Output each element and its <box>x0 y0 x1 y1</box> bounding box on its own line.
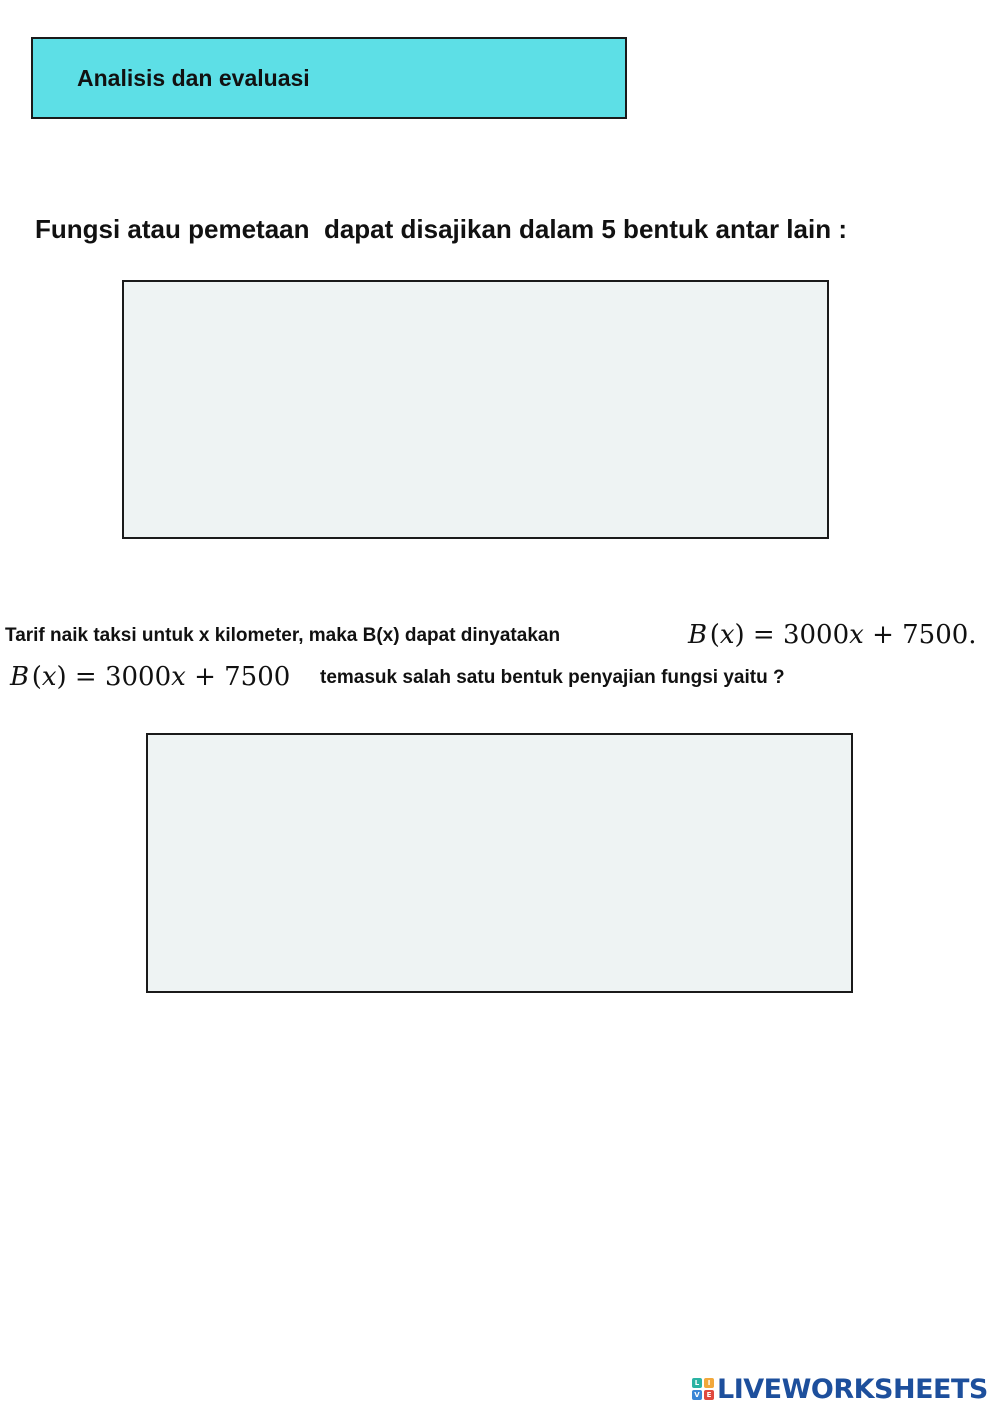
question-formula-2: B (x) = 3000x + 7500 <box>10 662 291 692</box>
answer-box-2[interactable] <box>146 733 853 993</box>
brand-logo <box>692 1374 988 1404</box>
question-text-line-1: Tarif naik taksi untuk x kilometer, maka B(x) dapat dinyatakan <box>5 625 561 646</box>
logo-tile-e: E <box>704 1390 714 1400</box>
question-text-line-2: temasuk salah satu bentuk penyajian fungsi yaitu ? <box>320 667 785 688</box>
brand-name: LIVEWORKSHEETS <box>717 1373 988 1405</box>
logo-tile-l: L <box>692 1378 702 1388</box>
intro-prompt: Fungsi atau pemetaan dapat disajikan dalam 5 bentuk antar lain : <box>35 214 847 244</box>
answer-box-1[interactable] <box>122 280 829 539</box>
section-title: Analisis dan evaluasi <box>77 65 310 91</box>
question-formula-1: B (x) = 3000x + 7500. <box>688 620 977 650</box>
logo-tile-i: I <box>704 1378 714 1388</box>
liveworksheets-logo-icon <box>692 1378 714 1400</box>
logo-tile-v: V <box>692 1390 702 1400</box>
section-header <box>31 37 627 119</box>
